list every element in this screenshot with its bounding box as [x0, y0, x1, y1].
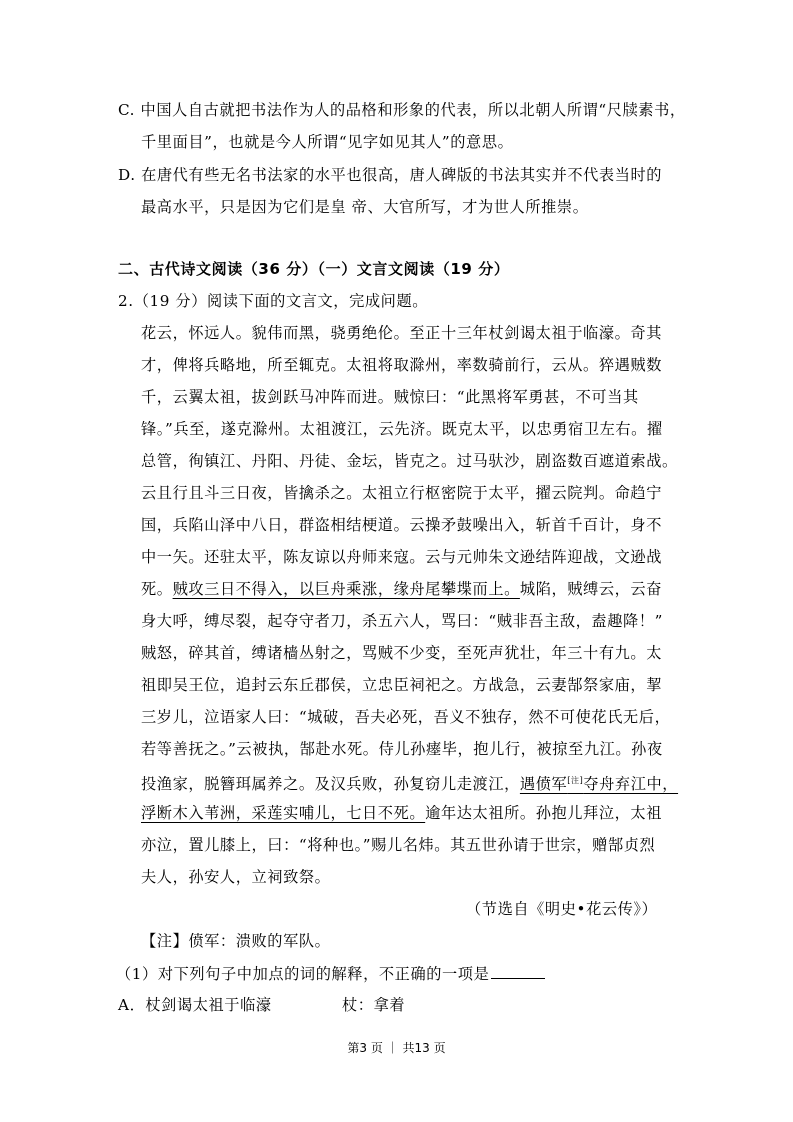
section-heading: 二、古代诗文阅读（36 分）（一）文言文阅读（19 分） — [118, 260, 510, 278]
option-c-line2: 千里面目”，也就是今人所谓“见字如见其人”的意思。 — [141, 133, 514, 151]
passage-line: 才，俾将兵略地，所至辄克。太祖将取滁州，率数骑前行，云从。猝遇贼数 — [141, 356, 662, 374]
subquestion-1 — [116, 962, 545, 985]
passage-line: 亦泣，置儿膝上，曰：“将种也。”赐儿名炜。其五世孙请于世宗，赠郜贞烈 — [141, 836, 656, 854]
passage-line: 国，兵陷山泽中八日，群盗相结梗道。云操矛鼓噪出入，斩首千百计，身不 — [141, 516, 662, 534]
passage-line: 祖即吴王位，追封云东丘郡侯，立忠臣祠祀之。方战急，云妻郜祭家庙，挈 — [141, 676, 662, 694]
passage-line: 千，云翼太祖，拔剑跃马冲阵而进。贼惊曰：“此黑将军勇甚，不可当其 — [141, 388, 639, 406]
passage-text: 死。 — [141, 580, 173, 598]
option-c-line1: C. 中国人自古就把书法作为人的品格和形象的代表，所以北朝人所谓“尺牍素书， — [118, 101, 686, 119]
passage-line: 云且行且斗三日夜，皆擒杀之。太祖立行枢密院于太平，擢云院判。命趋宁 — [141, 484, 662, 502]
passage-text: 投渔家，脱簪珥属养之。及汉兵败，孙复窃儿走渡江， — [141, 775, 520, 794]
passage-line: 锋。”兵至，遂克滁州。太祖渡江，云先济。既克太平，以忠勇宿卫左右。擢 — [141, 420, 663, 438]
passage-line: 若等善抚之。”云被执，郜赴水死。侍儿孙瘗毕，抱儿行，被掠至九江。孙夜 — [141, 740, 663, 758]
passage-line: 中一矢。还驻太平，陈友谅以舟师来寇。云与元帅朱文逊结阵迎战，文逊战 — [141, 548, 662, 566]
answer-blank — [491, 962, 545, 979]
passage-line: 三岁儿，泣语家人曰：“城破，吾夫必死，吾义不独存，然不可使花氏无后， — [141, 708, 671, 726]
passage-line: 贼怒，碎其首，缚诸樯丛射之，骂贼不少变，至死声犹壮，年三十有九。太 — [141, 644, 662, 662]
option-a-gloss: 杖：拿着 — [342, 996, 406, 1014]
footnote: 【注】偾军：溃败的军队。 — [141, 932, 331, 950]
page-footer: 第3 页 ｜ 共13 页 — [347, 1041, 446, 1055]
passage-line: 花云，怀远人。貌伟而黑，骁勇绝伦。至正十三年杖剑谒太祖于临濠。奇其 — [141, 324, 662, 342]
passage-line: 总管，徇镇江、丹阳、丹徒、金坛，皆克之。过马驮沙，剧盗数百遮道索战。 — [141, 452, 678, 470]
footnote-marker: [注] — [567, 776, 584, 785]
option-d-line2: 最高水平，只是因为它们是皇 帝、大官所写，才为世人所推崇。 — [141, 198, 589, 216]
option-d-line1: D. 在唐代有些无名书法家的水平也很高，唐人碑版的书法其实并不代表当时的 — [118, 166, 663, 184]
underlined-text: 夺舟弃江中， — [583, 775, 679, 794]
subquestion-text: （1）对下列句子中加点的词的解释，不正确的一项是 — [116, 965, 490, 983]
passage-line — [141, 802, 662, 824]
passage-source: （节选自《明史•花云传》） — [466, 900, 658, 918]
passage-text: 逾年达太祖所。孙抱儿拜泣，太祖 — [425, 804, 662, 822]
underlined-sentence: 贼攻三日不得入，以巨舟乘涨，缘舟尾攀堞而上。 — [172, 580, 520, 598]
question-2-stem: 2.（19 分）阅读下面的文言文，完成问题。 — [118, 292, 429, 310]
passage-text: 城陷，贼缚云，云奋 — [519, 580, 662, 598]
passage-line: 夫人，孙安人，立祠致祭。 — [141, 868, 331, 886]
underlined-sentence — [520, 775, 678, 793]
passage-line — [141, 578, 662, 600]
option-a-label: A．杖剑谒太祖于临濠 — [118, 996, 272, 1014]
underlined-sentence: 浮断木入苇洲，采莲实哺儿，七日不死。 — [141, 804, 426, 822]
passage-line: 身大呼，缚尽裂，起夺守者刀，杀五六人，骂曰：“贼非吾主敌，盍趣降！” — [141, 612, 663, 630]
underlined-text: 遇偾军 — [519, 775, 568, 794]
passage-line — [141, 770, 678, 795]
